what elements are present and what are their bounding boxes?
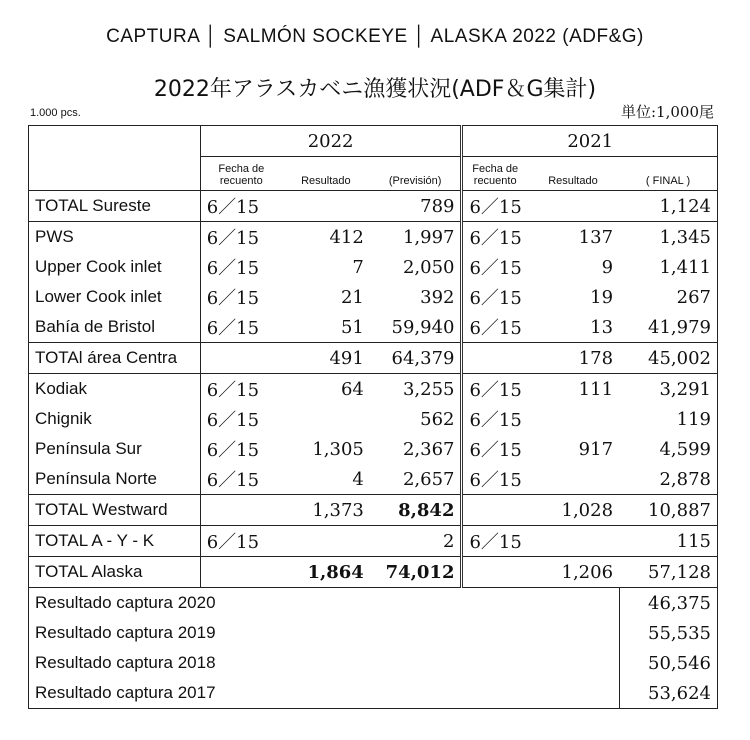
forecast-2022: 8,842 [370, 495, 462, 526]
row-label: PWS [29, 222, 201, 253]
result-2021 [527, 526, 619, 557]
forecast-2022: 2 [370, 526, 462, 557]
prior-year-value: 55,535 [619, 618, 717, 648]
row-label: Lower Cook inlet [29, 282, 201, 312]
row-label: TOTAL Alaska [29, 557, 201, 588]
row-label: Upper Cook inlet [29, 252, 201, 282]
final-2021: 3,291 [619, 374, 717, 405]
table-row [29, 434, 718, 464]
prior-year-label: Resultado captura 2017 [29, 678, 620, 709]
final-2021: 1,345 [619, 222, 717, 253]
table-row [29, 374, 718, 405]
date-2022: 6／15 [206, 288, 260, 309]
forecast-2022: 2,367 [370, 434, 462, 464]
forecast-2022: 74,012 [370, 557, 462, 588]
forecast-2022: 59,940 [370, 312, 462, 343]
result-2021: 178 [527, 343, 619, 374]
final-2021: 45,002 [619, 343, 717, 374]
date-2022 [200, 557, 282, 588]
result-2022: 1,305 [312, 438, 364, 460]
table-row [29, 557, 718, 588]
result-2021: 917 [578, 438, 614, 460]
col-fecha-2021: Fecha de recuento [472, 163, 519, 187]
row-label: Kodiak [29, 374, 201, 405]
date-2021 [462, 557, 527, 588]
col-fecha-2022: Fecha de recuento [218, 163, 265, 187]
table-row [29, 343, 718, 374]
row-label: Chignik [29, 404, 201, 434]
forecast-2022: 392 [370, 282, 462, 312]
date-2021: 6／15 [469, 318, 522, 339]
row-label: Bahía de Bristol [29, 312, 201, 343]
result-2021: 137 [527, 222, 619, 253]
result-2022: 21 [340, 286, 364, 308]
prior-year-value: 46,375 [619, 588, 717, 619]
final-2021: 115 [619, 526, 717, 557]
prior-year-value: 53,624 [619, 678, 717, 709]
result-2021 [527, 404, 619, 434]
prior-year-row [29, 588, 718, 619]
year-2021-header: 2021 [462, 126, 718, 157]
date-2022: 6／15 [206, 258, 260, 279]
final-2021: 2,878 [619, 464, 717, 495]
table-row [29, 252, 718, 282]
final-2021: 41,979 [619, 312, 717, 343]
prior-year-label: Resultado captura 2020 [29, 588, 620, 619]
prior-year-value: 50,546 [619, 648, 717, 678]
date-2022: 6／15 [206, 318, 260, 339]
prior-year-row [29, 648, 718, 678]
date-2021: 6／15 [462, 191, 527, 222]
final-2021: 119 [619, 404, 717, 434]
table-body [29, 126, 718, 709]
date-2022: 6／15 [206, 470, 260, 491]
forecast-2022: 2,657 [370, 464, 462, 495]
result-2022: 51 [340, 316, 364, 338]
forecast-2022: 2,050 [370, 252, 462, 282]
date-2021: 6／15 [469, 258, 522, 279]
date-2022: 6／15 [206, 410, 260, 431]
table-row [29, 404, 718, 434]
row-label: Península Norte [29, 464, 201, 495]
unit-label-right: 単位:1,000尾 [621, 103, 714, 121]
date-2021: 6／15 [469, 410, 522, 431]
final-2021: 1,411 [619, 252, 717, 282]
date-2021 [462, 495, 527, 526]
result-2021: 19 [590, 286, 614, 308]
table-row [29, 312, 718, 343]
result-2021: 1,028 [527, 495, 619, 526]
forecast-2022: 789 [370, 191, 462, 222]
row-label: TOTAL Westward [29, 495, 201, 526]
column-header-row [29, 157, 718, 191]
result-2022 [282, 526, 370, 557]
year-2022-header: 2022 [200, 126, 462, 157]
forecast-2022: 562 [370, 404, 462, 434]
final-2021: 267 [619, 282, 717, 312]
table-row [29, 222, 718, 253]
col-resultado-2021: Resultado [548, 175, 598, 187]
result-2021 [527, 464, 619, 495]
final-2021: 57,128 [619, 557, 717, 588]
date-2021: 6／15 [462, 374, 527, 405]
prior-year-row [29, 618, 718, 648]
date-2021: 6／15 [469, 288, 522, 309]
year-header-row [29, 126, 718, 157]
result-2022: 491 [282, 343, 370, 374]
date-2021: 6／15 [462, 526, 527, 557]
prior-year-label: Resultado captura 2019 [29, 618, 620, 648]
forecast-2022: 64,379 [370, 343, 462, 374]
col-final-2021: ( FINAL ) [619, 157, 717, 191]
row-label: TOTAL Sureste [29, 191, 201, 222]
date-2022: 6／15 [200, 526, 282, 557]
result-2022: 64 [282, 374, 370, 405]
result-2022 [282, 191, 370, 222]
table-row [29, 191, 718, 222]
corner-cell-lower [29, 157, 201, 191]
date-2021: 6／15 [469, 470, 522, 491]
row-label: TOTAL A - Y - K [29, 526, 201, 557]
result-2022: 1,373 [282, 495, 370, 526]
row-label: TOTAl área Centra [29, 343, 201, 374]
date-2022: 6／15 [200, 222, 282, 253]
table-row [29, 526, 718, 557]
final-2021: 4,599 [619, 434, 717, 464]
result-2021: 111 [527, 374, 619, 405]
result-2021: 9 [601, 256, 614, 278]
japanese-title: 2022年アラスカベニ漁獲状況(ADF＆G集計) [153, 77, 597, 102]
row-label: Península Sur [29, 434, 201, 464]
final-2021: 1,124 [619, 191, 717, 222]
unit-label-left: 1.000 pcs. [30, 107, 81, 119]
final-2021: 10,887 [619, 495, 717, 526]
corner-cell [29, 126, 201, 157]
result-2022 [282, 404, 370, 434]
date-2021: 6／15 [469, 440, 522, 461]
table-row [29, 464, 718, 495]
date-2022 [200, 343, 282, 374]
prior-year-label: Resultado captura 2018 [29, 648, 620, 678]
date-2022: 6／15 [200, 374, 282, 405]
result-2021: 1,206 [527, 557, 619, 588]
table-row [29, 282, 718, 312]
page-title: CAPTURA │ SALMÓN SOCKEYE │ ALASKA 2022 (ADF&G) [106, 26, 644, 47]
prior-year-row [29, 678, 718, 709]
catch-table [28, 125, 718, 709]
date-2022: 6／15 [206, 440, 260, 461]
date-2021 [462, 343, 527, 374]
table-row [29, 495, 718, 526]
date-2021: 6／15 [462, 222, 527, 253]
forecast-2022: 3,255 [370, 374, 462, 405]
forecast-2022: 1,997 [370, 222, 462, 253]
result-2022: 4 [352, 468, 364, 490]
date-2022: 6／15 [200, 191, 282, 222]
col-resultado-2022: Resultado [301, 175, 351, 187]
result-2022: 412 [282, 222, 370, 253]
result-2021 [527, 191, 619, 222]
result-2022: 7 [352, 256, 364, 278]
col-prevision-2022: (Previsión) [370, 157, 462, 191]
date-2022 [200, 495, 282, 526]
result-2021: 13 [590, 316, 614, 338]
result-2022: 1,864 [282, 557, 370, 588]
